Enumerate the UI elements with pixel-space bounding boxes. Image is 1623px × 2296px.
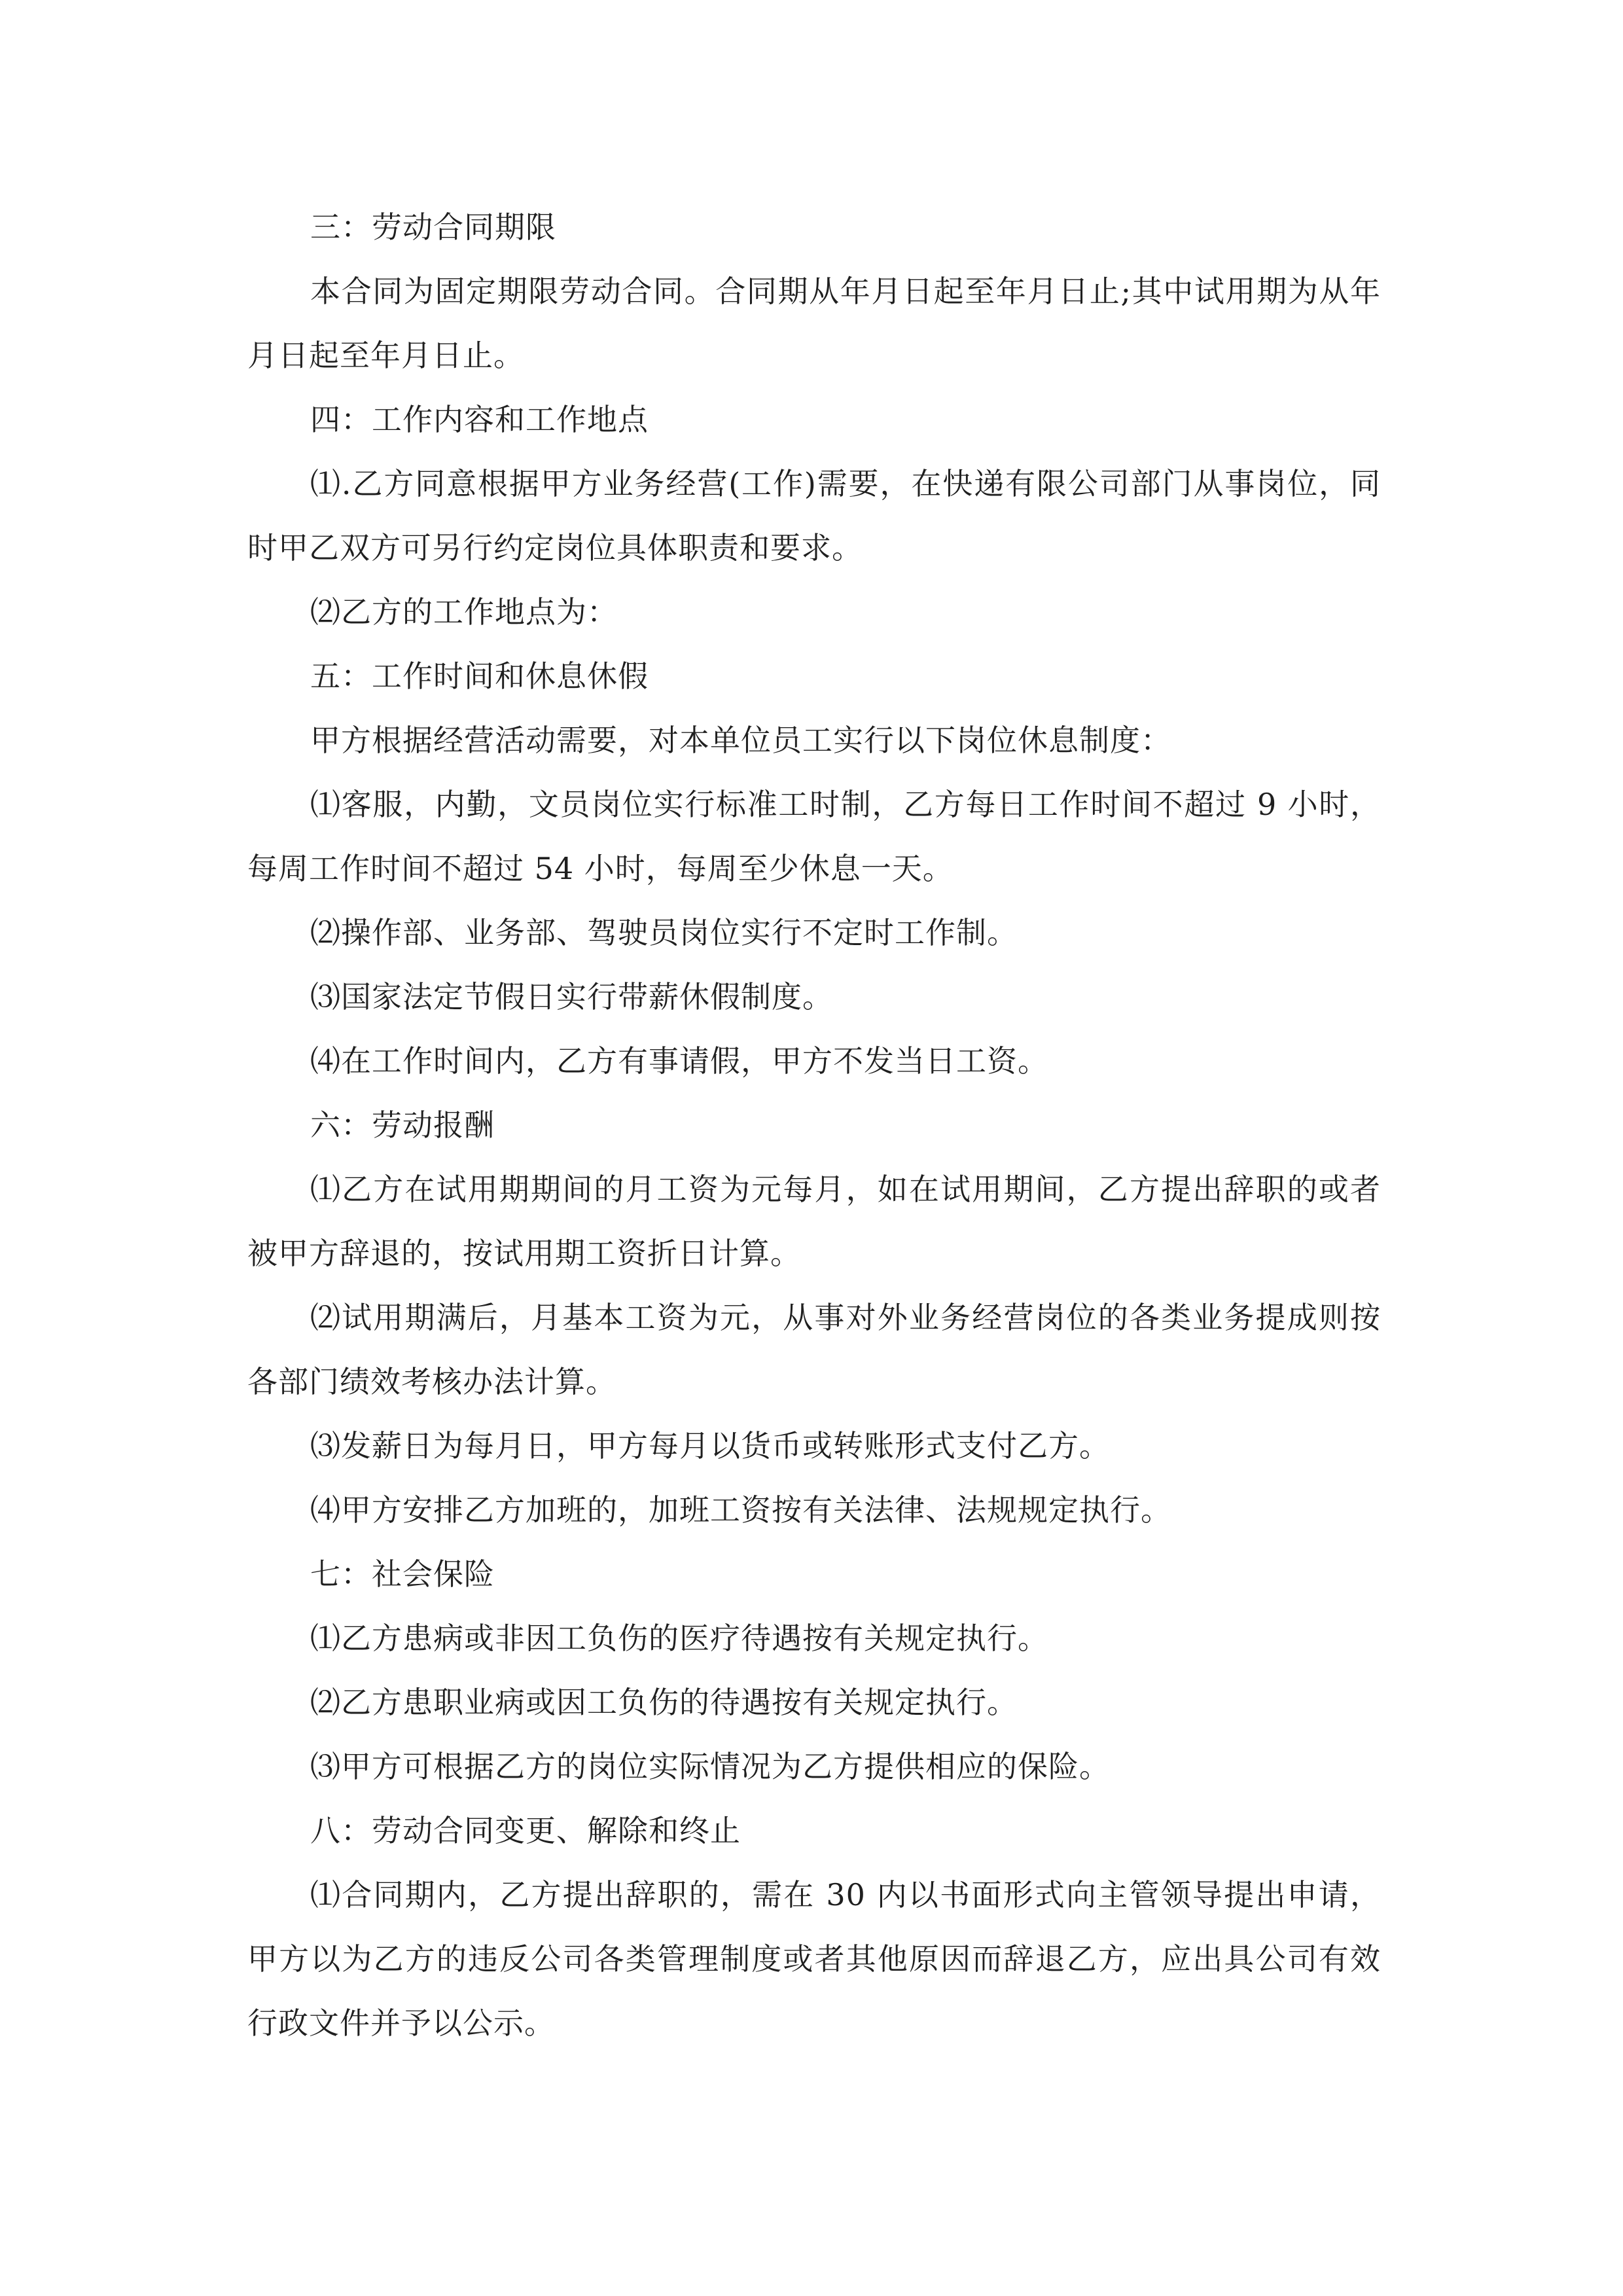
paragraph: ⑴乙方患病或非因工负伤的医疗待遇按有关规定执行。 — [310, 1621, 1048, 1656]
paragraph: ⑷甲方安排乙方加班的，加班工资按有关法律、法规规定执行。 — [310, 1492, 1171, 1528]
paragraph: ⑵乙方患职业病或因工负伤的待遇按有关规定执行。 — [310, 1685, 1018, 1720]
section-heading-3: 三：劳动合同期限 — [310, 209, 556, 245]
paragraph: ⑴.乙方同意根据甲方业务经营(工作)需要，在快递有限公司部门从事岗位，同时甲乙双方可另行约定岗位具体职责和要求。 — [247, 466, 1381, 565]
paragraph: ⑶发薪日为每月日，甲方每月以货币或转账形式支付乙方。 — [310, 1428, 1110, 1463]
paragraph: 甲方根据经营活动需要，对本单位员工实行以下岗位休息制度： — [310, 723, 1171, 758]
paragraph: ⑶甲方可根据乙方的岗位实际情况为乙方提供相应的保险。 — [310, 1749, 1110, 1784]
paragraph: ⑴乙方在试用期期间的月工资为元每月，如在试用期间，乙方提出辞职的或者被甲方辞退的，按试用期工资折日计算。 — [247, 1172, 1381, 1271]
paragraph: ⑵试用期满后，月基本工资为元，从事对外业务经营岗位的各类业务提成则按各部门绩效考核办法计算。 — [247, 1300, 1381, 1399]
paragraph: 本合同为固定期限劳动合同。合同期从年月日起至年月日止;其中试用期为从年月日起至年月日止。 — [247, 274, 1381, 373]
paragraph: ⑵乙方的工作地点为： — [310, 594, 618, 630]
paragraph: ⑶国家法定节假日实行带薪休假制度。 — [310, 979, 833, 1014]
section-heading-4: 四：工作内容和工作地点 — [310, 402, 649, 437]
section-heading-7: 七：社会保险 — [310, 1556, 495, 1592]
paragraph: ⑴客服，内勤，文员岗位实行标准工时制，乙方每日工作时间不超过 9 小时，每周工作时间不超过 54 小时，每周至少休息一天。 — [247, 787, 1381, 886]
document-body — [247, 195, 1381, 2055]
section-heading-6: 六：劳动报酬 — [310, 1107, 495, 1143]
section-heading-8: 八：劳动合同变更、解除和终止 — [310, 1813, 741, 1848]
paragraph: ⑵操作部、业务部、驾驶员岗位实行不定时工作制。 — [310, 915, 1018, 950]
section-heading-5: 五：工作时间和休息休假 — [310, 658, 649, 694]
paragraph: ⑷在工作时间内，乙方有事请假，甲方不发当日工资。 — [310, 1043, 1048, 1079]
paragraph: ⑴合同期内，乙方提出辞职的，需在 30 内以书面形式向主管领导提出申请，甲方以为乙方的违反公司各类管理制度或者其他原因而辞退乙方，应出具公司有效行政文件并予以公示。 — [247, 1877, 1381, 2041]
